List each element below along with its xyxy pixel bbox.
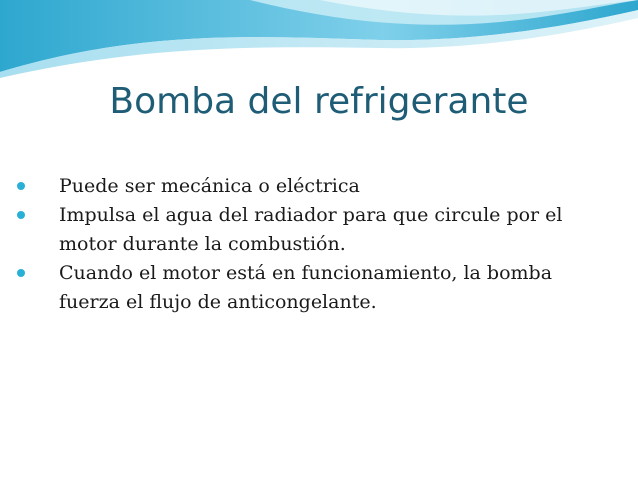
bullet-dot-icon: [17, 211, 25, 219]
bullet-text: Impulsa el agua del radiador para que circule por el motor durante la combustión.: [59, 204, 563, 255]
bullet-item: [14, 201, 594, 259]
bullet-item: [14, 172, 594, 201]
slide-title: Bomba del refrigerante: [109, 81, 529, 122]
header-wave-decoration: [0, 0, 638, 80]
bullet-text: Cuando el motor está en funcionamiento, la bomba fuerza el flujo de anticongelante.: [59, 262, 553, 313]
bullet-item: [14, 259, 594, 317]
bullet-dot-icon: [17, 269, 25, 277]
bullet-dot-icon: [17, 182, 25, 190]
bullet-text: Puede ser mecánica o eléctrica: [59, 175, 360, 197]
bullet-list: [14, 172, 594, 317]
